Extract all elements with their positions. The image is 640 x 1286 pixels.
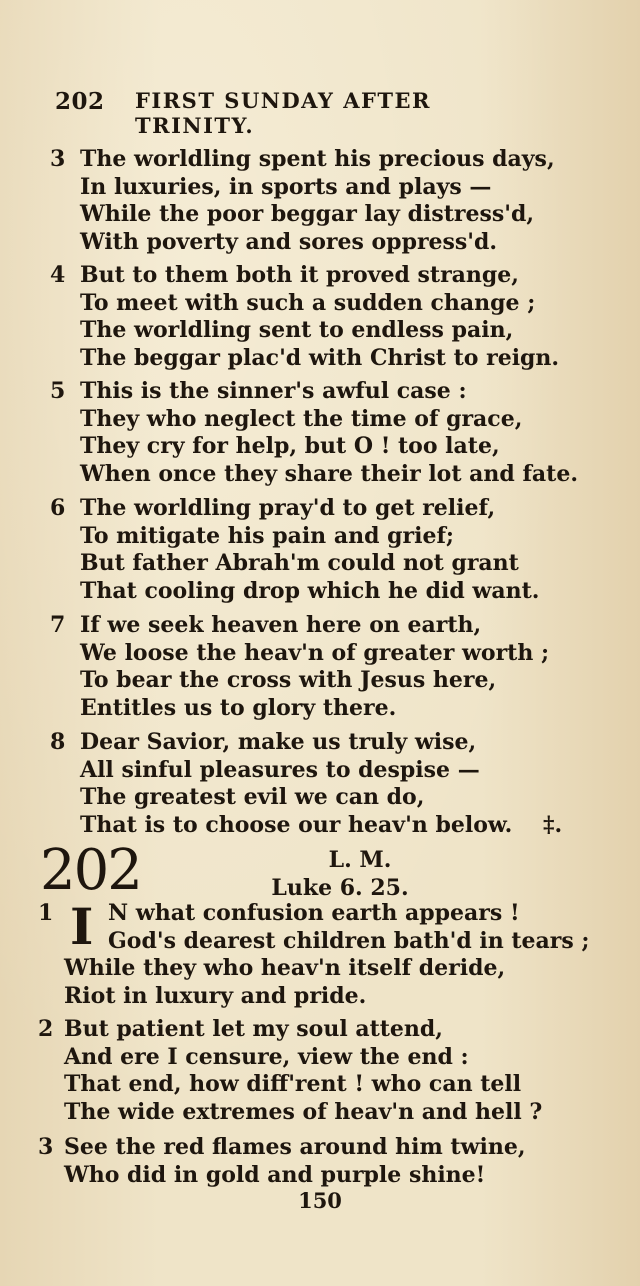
stanza	[50, 378, 610, 488]
verse-line: Riot in luxury and pride.	[64, 982, 367, 1009]
verse-line: With poverty and sores oppress'd.	[80, 228, 498, 255]
verse-line: The greatest evil we can do,	[80, 784, 425, 810]
stanza	[50, 146, 610, 256]
verse-line: The beggar plac'd with Christ to reign.	[80, 344, 560, 371]
stanza	[50, 495, 610, 605]
verse-line: In luxuries, in sports and plays —	[80, 173, 492, 200]
stanza-number: 3	[50, 146, 66, 172]
stanza-number: 2	[38, 1016, 54, 1042]
verse-line: That is to choose our heav'n below.	[80, 811, 513, 838]
running-header	[55, 88, 555, 138]
verse-line: Entitles us to glory there.	[80, 694, 397, 721]
verse-line: If we seek heaven here on earth,	[80, 612, 482, 638]
verse-line: The worldling spent his precious days,	[80, 146, 555, 172]
verse-line: And ere I censure, view the end :	[64, 1043, 469, 1070]
stanza	[50, 262, 610, 372]
hymn-meter: L. M.	[328, 847, 392, 873]
verse-line: The worldling sent to endless pain,	[80, 317, 514, 343]
stanza	[50, 612, 610, 722]
stanza-number: 1	[38, 900, 54, 926]
verse-line: God's dearest children bath'd in tears ;	[108, 927, 590, 954]
verse-line: While the poor beggar lay distress'd,	[80, 201, 534, 227]
verse-line: To meet with such a sudden change ;	[80, 289, 536, 316]
stanza	[50, 729, 610, 839]
hymn-number: 202	[40, 838, 141, 903]
verse-line: While they who heav'n itself deride,	[64, 955, 506, 981]
verse-line: But to them both it proved strange,	[80, 262, 519, 288]
running-title: FIRST SUNDAY AFTER TRINITY.	[135, 88, 432, 138]
verse-line: To bear the cross with Jesus here,	[80, 667, 497, 693]
drop-cap: I	[70, 897, 94, 956]
stanza-number: 5	[50, 378, 66, 404]
stanza-number: 8	[50, 729, 66, 755]
verse-line: The worldling pray'd to get relief,	[80, 495, 496, 521]
scripture-reference: Luke 6. 25.	[271, 875, 409, 901]
stanza	[38, 1016, 610, 1126]
stanza-number: 3	[38, 1134, 54, 1160]
hymn-heading	[40, 838, 600, 905]
stanza	[38, 897, 610, 1010]
page-number: 202	[55, 88, 105, 115]
stanza	[38, 1134, 610, 1189]
verse-line: N what confusion earth appears !	[108, 900, 520, 926]
folio-number: 150	[298, 1188, 342, 1213]
verse-line: That end, how diff'rent ! who can tell	[64, 1071, 522, 1097]
verse-line: We loose the heav'n of greater worth ;	[80, 639, 550, 666]
verse-line: This is the sinner's awful case :	[80, 378, 467, 404]
verse-line: They cry for help, but O ! too late,	[80, 433, 500, 459]
verse-line: See the red flames around him twine,	[64, 1134, 526, 1160]
stanza-number: 4	[50, 262, 66, 288]
verse-line: Dear Savior, make us truly wise,	[80, 729, 477, 755]
verse-line: But patient let my soul attend,	[64, 1016, 443, 1042]
verse-line: That cooling drop which he did want.	[80, 577, 540, 604]
verse-line: All sinful pleasures to despise —	[80, 756, 480, 783]
verse-line: The wide extremes of heav'n and hell ?	[64, 1098, 543, 1125]
verse-line: They who neglect the time of grace,	[80, 405, 523, 432]
stanza-number: 6	[50, 495, 66, 521]
verse-line: To mitigate his pain and grief;	[80, 522, 455, 549]
section-end-mark: ‡.	[543, 812, 563, 838]
stanza-number: 7	[50, 612, 66, 638]
verse-line: But father Abrah'm could not grant	[80, 550, 519, 576]
verse-line: When once they share their lot and fate.	[80, 460, 578, 487]
verse-line: Who did in gold and purple shine!	[64, 1161, 486, 1188]
